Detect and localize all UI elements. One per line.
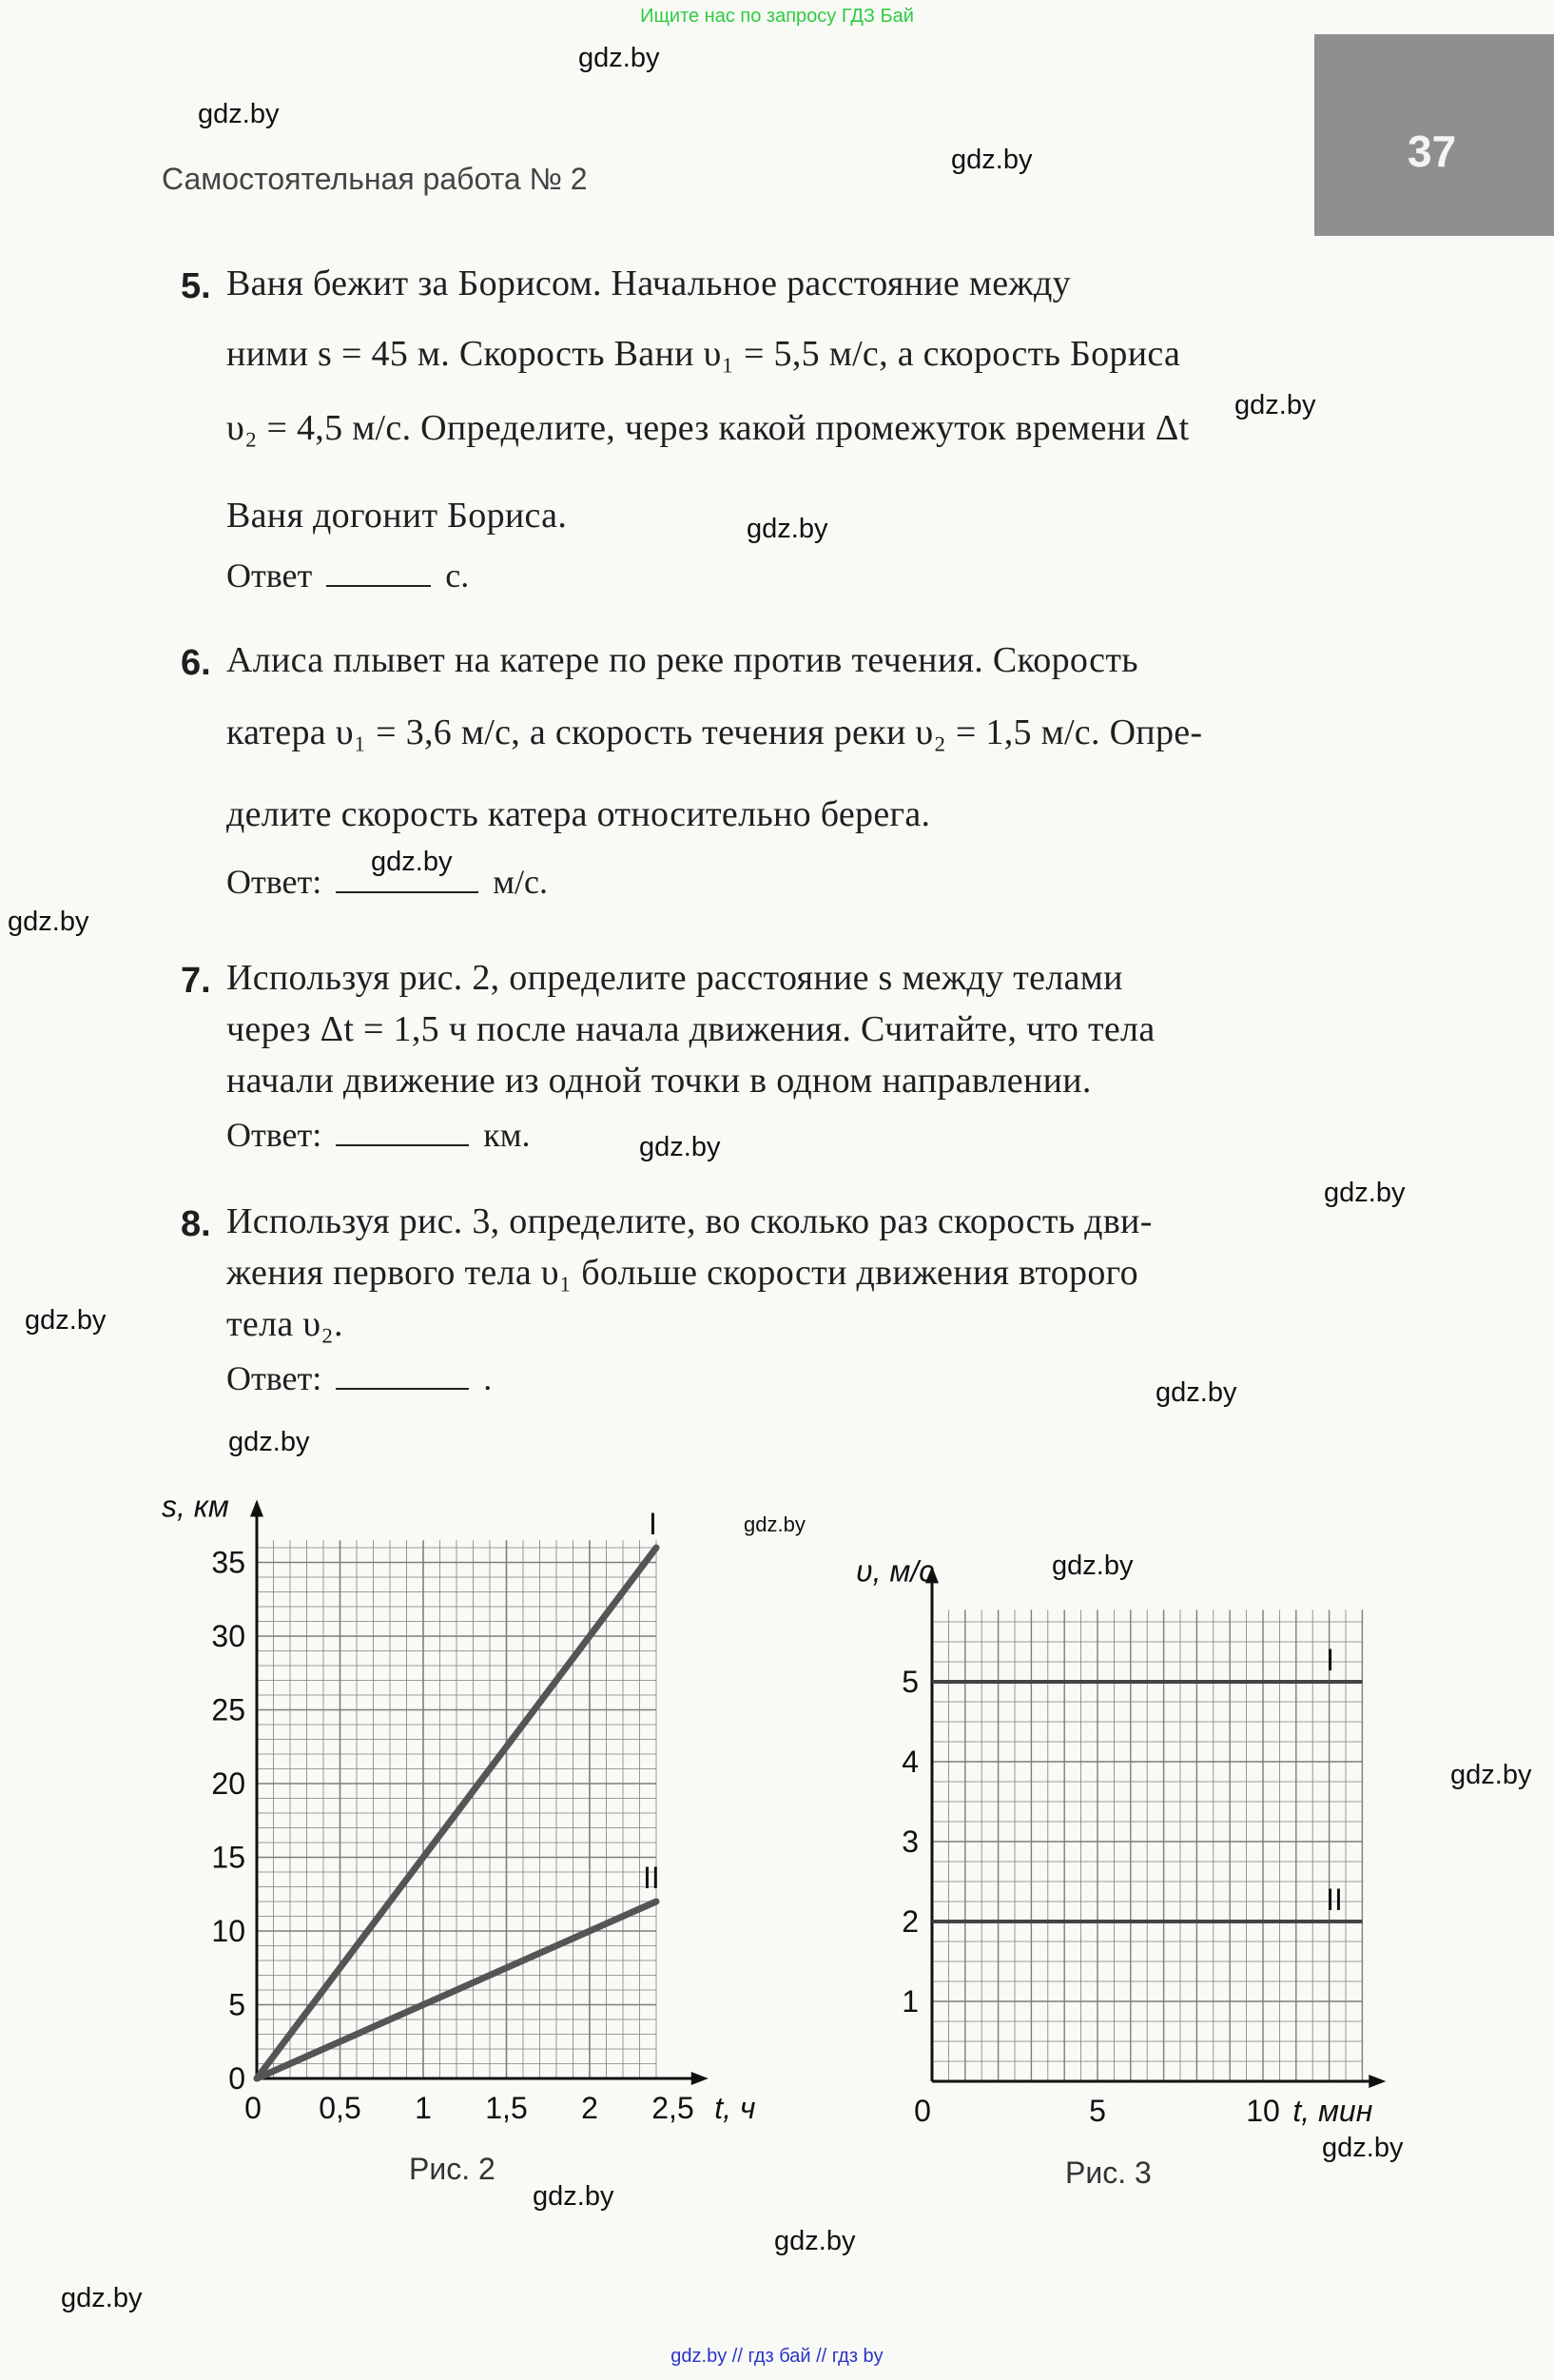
- top-search-link[interactable]: Ищите нас по запросу ГДЗ Бай: [640, 6, 914, 27]
- y-tick-label: 25: [211, 1692, 245, 1727]
- answer-unit: .: [483, 1359, 493, 1397]
- task-text-line: Используя рис. 3, определите, во сколько раз скорость дви-: [226, 1201, 1153, 1241]
- answer-blank[interactable]: [336, 1365, 469, 1390]
- x-axis-arrow: [1369, 2075, 1386, 2088]
- y-tick-label: 15: [211, 1840, 245, 1875]
- answer-line: [226, 556, 469, 595]
- answer-line: [226, 1358, 492, 1398]
- answer-prefix: Ответ:: [226, 863, 322, 901]
- answer-prefix: Ответ:: [226, 1359, 322, 1397]
- answer-blank[interactable]: [326, 562, 431, 587]
- y-tick-label: 1: [902, 1984, 919, 2019]
- answer-unit: м/с.: [493, 863, 548, 901]
- answer-line: [226, 1115, 531, 1155]
- task-text-line: Ваня догонит Бориса.: [226, 496, 568, 536]
- answer-prefix: Ответ: [226, 556, 313, 595]
- task-number: 8.: [181, 1204, 211, 1244]
- watermark: gdz.by: [1156, 1377, 1237, 1408]
- answer-blank[interactable]: [336, 1122, 469, 1146]
- x-axis-arrow: [691, 2072, 709, 2085]
- figure-3-chart: [846, 1560, 1455, 2150]
- watermark: gdz.by: [25, 1305, 107, 1336]
- figure-3-caption: Рис. 3: [1065, 2156, 1152, 2190]
- x-axis-label: t, мин: [1292, 2094, 1373, 2128]
- task-text-line: начали движение из одной точки в одном направлении.: [226, 1061, 1092, 1101]
- figure-2-chart: [133, 1465, 799, 2150]
- answer-blank[interactable]: [336, 868, 478, 893]
- watermark: gdz.by: [198, 99, 280, 129]
- series-label-I: I: [1326, 1643, 1335, 1677]
- watermark: gdz.by: [744, 1512, 806, 1536]
- y-axis-label: υ, м/с: [856, 1560, 935, 1589]
- y-tick-label: 0: [228, 2061, 245, 2096]
- watermark: gdz.by: [371, 847, 453, 877]
- x-tick-label: 0: [914, 2094, 931, 2128]
- watermark: gdz.by: [61, 2283, 143, 2313]
- running-head: Самостоятельная работа № 2: [162, 162, 588, 196]
- figure-2-caption: Рис. 2: [409, 2152, 495, 2186]
- watermark: gdz.by: [1450, 1760, 1532, 1790]
- task-text-line: Используя рис. 2, определите расстояние s между телами: [226, 958, 1123, 998]
- x-tick-label: 10: [1246, 2094, 1280, 2128]
- watermark: gdz.by: [1052, 1551, 1134, 1581]
- watermark: gdz.by: [774, 2226, 856, 2256]
- watermark: gdz.by: [228, 1427, 310, 1457]
- watermark: gdz.by: [1322, 2133, 1404, 2163]
- y-tick-label: 20: [211, 1766, 245, 1801]
- watermark: gdz.by: [1324, 1178, 1406, 1208]
- watermark: gdz.by: [951, 145, 1033, 175]
- x-axis-label: t, ч: [714, 2091, 756, 2125]
- watermark: gdz.by: [639, 1132, 721, 1162]
- y-tick-label: 4: [902, 1745, 919, 1779]
- page-number: 37: [1408, 127, 1457, 176]
- task-text-line: υ₂ = 4,5 м/с. Определите, через какой промежуток времени Δt: [226, 408, 1190, 448]
- watermark: gdz.by: [533, 2181, 614, 2212]
- task-text-line: через Δt = 1,5 ч после начала движения. Считайте, что тела: [226, 1009, 1156, 1049]
- x-tick-label: 5: [1089, 2094, 1106, 2128]
- task-number: 7.: [181, 961, 211, 1001]
- x-tick-label: 1,5: [485, 2091, 528, 2125]
- y-tick-label: 5: [902, 1665, 919, 1699]
- y-axis-arrow: [250, 1500, 263, 1517]
- task-text-line: жения первого тела υ₁ больше скорости движения второго: [226, 1253, 1138, 1293]
- series-label-I: I: [649, 1507, 657, 1541]
- y-axis-label: s, км: [162, 1489, 229, 1524]
- series-label-II: II: [643, 1861, 660, 1895]
- y-tick-label: 30: [211, 1619, 245, 1653]
- task-text-line: ними s = 45 м. Скорость Вани υ₁ = 5,5 м/с, а скорость Бориса: [226, 334, 1181, 374]
- answer-prefix: Ответ:: [226, 1116, 322, 1154]
- task-number: 6.: [181, 643, 211, 683]
- x-tick-label: 0: [244, 2091, 262, 2125]
- series-label-II: II: [1326, 1883, 1343, 1917]
- task-number: 5.: [181, 266, 211, 306]
- task-text-line: делите скорость катера относительно берега.: [226, 794, 931, 834]
- y-tick-label: 10: [211, 1914, 245, 1948]
- y-tick-label: 35: [211, 1545, 245, 1580]
- watermark: gdz.by: [1234, 390, 1316, 420]
- watermark: gdz.by: [578, 43, 660, 73]
- task-text-line: катера υ₁ = 3,6 м/с, а скорость течения реки υ₂ = 1,5 м/с. Опре-: [226, 712, 1203, 752]
- x-tick-label: 1: [415, 2091, 432, 2125]
- y-tick-label: 3: [902, 1824, 919, 1859]
- task-text-line: Алиса плывет на катере по реке против течения. Скорость: [226, 640, 1138, 680]
- y-tick-label: 2: [902, 1904, 919, 1939]
- watermark: gdz.by: [747, 514, 828, 544]
- watermark: gdz.by: [8, 907, 89, 937]
- task-text-line: тела υ₂.: [226, 1304, 343, 1344]
- x-tick-label: 0,5: [319, 2091, 361, 2125]
- x-tick-label: 2,5: [651, 2091, 694, 2125]
- answer-line: [226, 862, 548, 902]
- answer-unit: км.: [483, 1116, 531, 1154]
- task-text-line: Ваня бежит за Борисом. Начальное расстояние между: [226, 263, 1071, 303]
- y-tick-label: 5: [228, 1987, 245, 2022]
- x-tick-label: 2: [581, 2091, 598, 2125]
- answer-unit: с.: [445, 556, 470, 595]
- bottom-site-links[interactable]: gdz.by // гдз бай // гдз by: [670, 2346, 884, 2367]
